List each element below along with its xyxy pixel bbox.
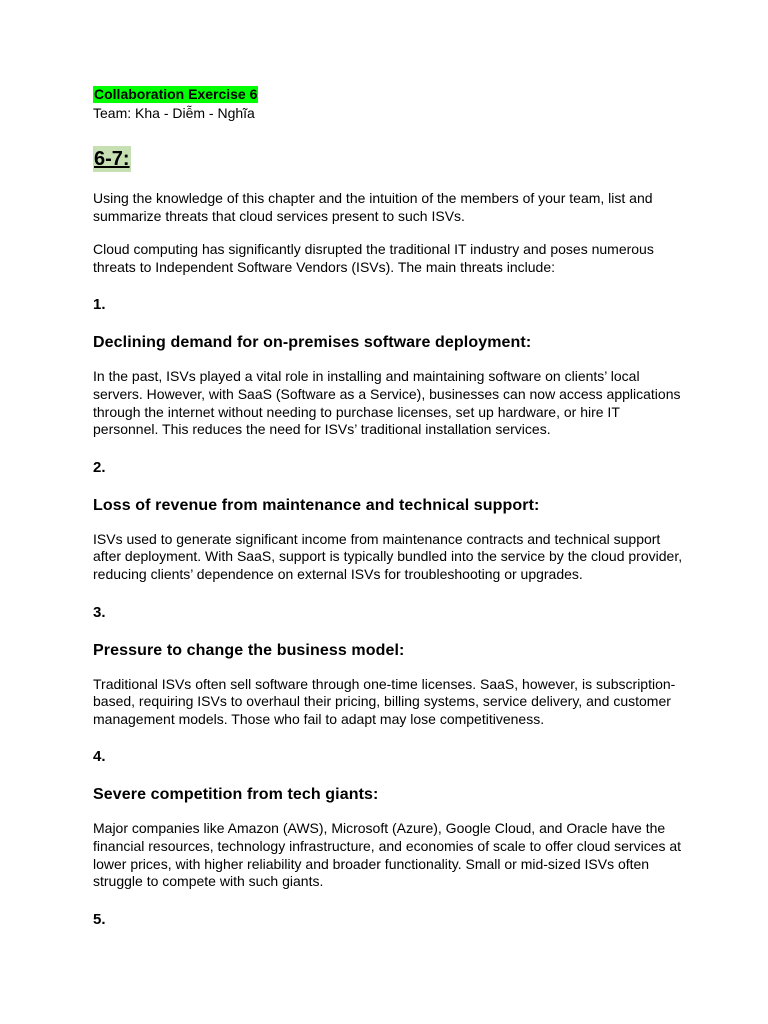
- threat-number: 1.: [93, 296, 106, 314]
- section-heading: 6-7:: [94, 148, 130, 170]
- threat-title: Declining demand for on-premises software deployment:: [93, 334, 532, 352]
- threat-title: Pressure to change the business model:: [93, 641, 405, 659]
- exercise-title-line: [93, 86, 683, 104]
- threat-number: 2.: [93, 458, 106, 476]
- threat-title: Loss of revenue from maintenance and technical support:: [93, 496, 540, 514]
- exercise-title: Collaboration Exercise 6: [94, 86, 258, 102]
- threat-number: 4.: [93, 748, 106, 766]
- threat-body: ISVs used to generate significant income from maintenance contracts and technical support after deployment. With SaaS, support is typically bundled into the service by the cloud provider, reducing clients’ dependence on external ISVs for troubleshooting or upgrades.: [93, 530, 683, 582]
- team-line: Team: Kha - Diễm - Nghĩa: [93, 105, 255, 121]
- threat-number: 5.: [93, 910, 106, 928]
- document-page: [93, 86, 683, 929]
- threat-body: In the past, ISVs played a vital role in installing and maintaining software on clients’ local servers. However, with SaaS (Software as a Service), businesses can now access applications through the internet without needing to purchase licenses, set up hardware, or hire IT personnel. This reduces the need for ISVs’ traditional installation services.: [93, 368, 681, 438]
- threat-body: Traditional ISVs often sell software through one-time licenses. SaaS, however, is subscription-based, requiring ISVs to overhaul their pricing, billing systems, service delivery, and customer management models. Those who fail to adapt may lose competitiveness.: [93, 675, 676, 727]
- section-heading-line: [93, 122, 683, 172]
- question-prompt: Using the knowledge of this chapter and the intuition of the members of your team, list and summarize threats that cloud services present to such ISVs.: [93, 190, 653, 224]
- intro-paragraph: Cloud computing has significantly disrupted the traditional IT industry and poses numerous threats to Independent Software Vendors (ISVs). The main threats include:: [93, 241, 654, 275]
- threat-number: 3.: [93, 603, 106, 621]
- threat-title: Severe competition from tech giants:: [93, 786, 379, 804]
- threat-body: Major companies like Amazon (AWS), Microsoft (Azure), Google Cloud, and Oracle have the financial resources, technology infrastructure, and economies of scale to offer cloud services at lower prices, with higher reliability and broader functionality. Small or mid-sized ISVs often struggle to compete with such giants.: [93, 820, 682, 890]
